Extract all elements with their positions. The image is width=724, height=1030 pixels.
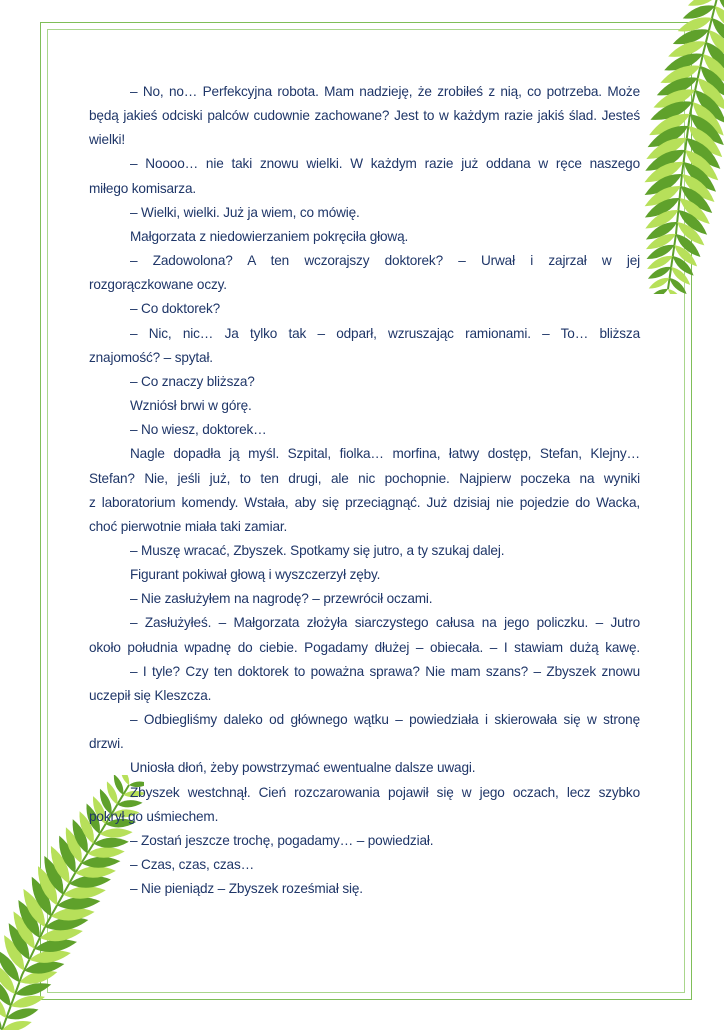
text-line: – Nic, nic… Ja tylko tak – odparł, wzruszając ramionami. – To… bliższa	[130, 325, 640, 341]
text-line: – Nie pieniądz – Zbyszek roześmiał się.	[130, 881, 363, 897]
text-line: Figurant pokiwał głową i wyszczerzył zęby.	[130, 567, 381, 583]
text-line: – Zadowolona? A ten wczorajszy doktorek? – Urwał i zajrzał w jej	[130, 253, 640, 269]
text-line: pokrył go uśmiechem.	[89, 808, 219, 824]
text-line: miłego komisarza.	[89, 180, 196, 196]
document-body	[89, 80, 640, 901]
text-line: – Noooo… nie taki znowu wielki. W każdym razie już oddana w ręce naszego	[130, 156, 640, 172]
text-line: Małgorzata z niedowierzaniem pokręciła głową.	[130, 228, 409, 244]
text-line: będą jakieś odciski palców cudownie zachowane? Jest to w każdym razie jakiś ślad. Jesteś	[89, 108, 640, 124]
text-line: znajomość? – spytał.	[89, 349, 213, 365]
text-line: Nagle dopadła ją myśl. Szpital, fiolka… morfina, łatwy dostęp, Stefan, Klejny…	[130, 446, 640, 462]
text-line: – Zasłużyłeś. – Małgorzata złożyła siarczystego całusa na jego policzku. – Jutro	[130, 615, 640, 631]
text-line: Uniosła dłoń, żeby powstrzymać ewentualne dalsze uwagi.	[130, 760, 476, 776]
text-line: wielki!	[89, 132, 125, 148]
text-line: rozgorączkowane oczy.	[89, 277, 227, 293]
text-line: – Czas, czas, czas…	[130, 857, 255, 872]
text-line: Zbyszek westchnął. Cień rozczarowania pojawił się w jego oczach, lecz szybko	[130, 784, 640, 800]
text-line: około południa wpadnę do ciebie. Pogadamy dłużej – obiecała. – I stawiam dużą kawę.	[89, 639, 640, 655]
text-line: – Nie zasłużyłem na nagrodę? – przewrócił oczami.	[130, 591, 433, 607]
text-line: – Wielki, wielki. Już ja wiem, co mówię.	[130, 204, 360, 220]
text-line: drzwi.	[89, 736, 124, 752]
text-line: Stefan? Nie, jeśli już, to ten drugi, ale nic pochopnie. Najpierw poczeka na wyniki	[89, 470, 640, 486]
text-line: choć pierwotnie miała taki zamiar.	[89, 518, 288, 534]
text-line: – I tyle? Czy ten doktorek to poważna sprawa? Nie mam szans? – Zbyszek znowu	[130, 663, 640, 679]
text-line: Wzniósł brwi w górę.	[130, 398, 252, 414]
text-line: z laboratorium komendy. Wstała, aby się przeciągnąć. Już dzisiaj nie pojedzie do Wacka,	[89, 494, 640, 510]
text-line: uczepił się Kleszcza.	[89, 687, 212, 703]
text-line: – Zostań jeszcze trochę, pogadamy… – powiedział.	[130, 832, 434, 848]
text-line: – Co doktorek?	[130, 301, 221, 317]
text-line: – Co znaczy bliższa?	[130, 373, 255, 389]
text-line: – Muszę wracać, Zbyszek. Spotkamy się jutro, a ty szukaj dalej.	[130, 542, 505, 558]
text-line: – No, no… Perfekcyjna robota. Mam nadzieję, że zrobiłeś z nią, co potrzeba. Może	[130, 84, 640, 99]
text-line: – Odbiegliśmy daleko od głównego wątku – powiedziała i skierowała się w stronę	[130, 712, 640, 728]
text-line: – No wiesz, doktorek…	[130, 422, 267, 438]
